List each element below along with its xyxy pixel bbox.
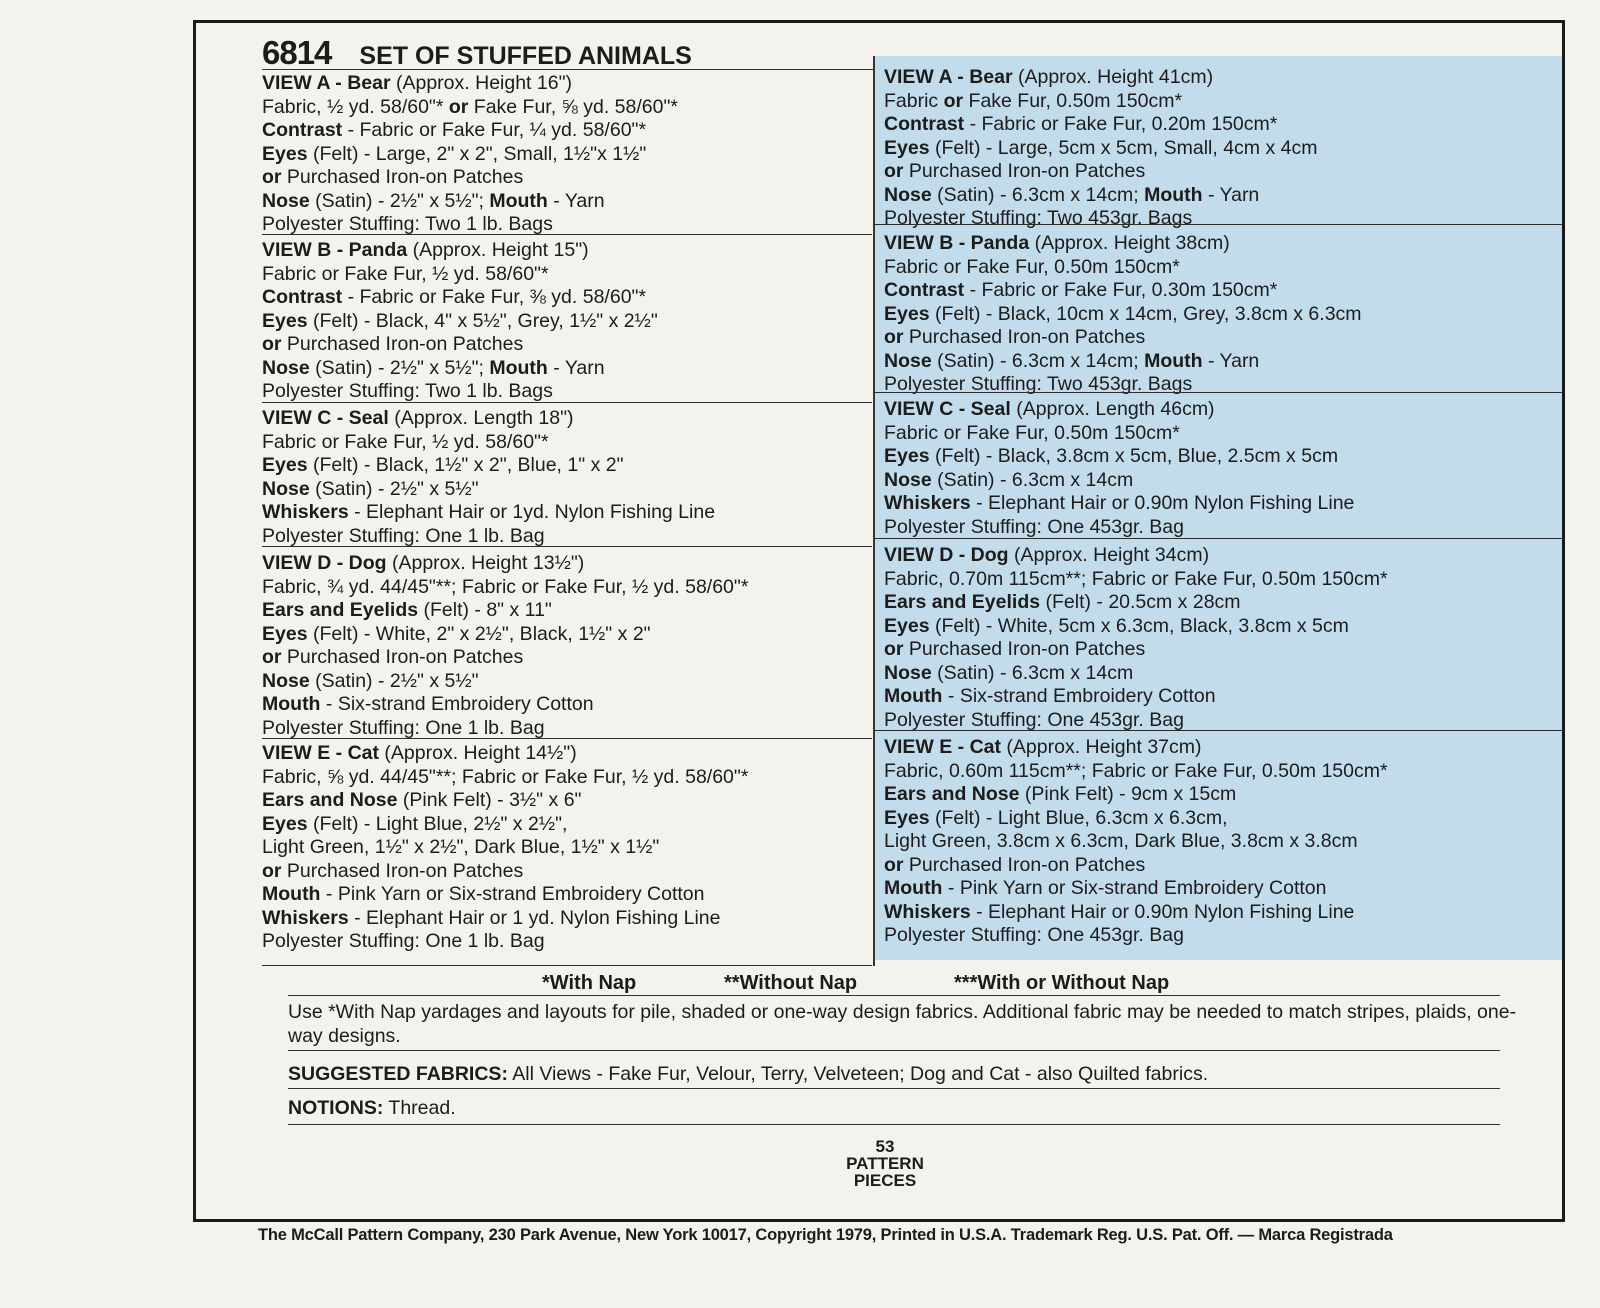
requirement-line bbox=[884, 709, 1542, 733]
line-text: Light Green, 1½" x 2½", Dark Blue, 1½" x 1½" bbox=[262, 836, 660, 858]
notions-label: NOTIONS: bbox=[288, 1097, 384, 1119]
bold-term: VIEW A - Bear bbox=[884, 66, 1013, 88]
requirement-line bbox=[884, 279, 1542, 303]
bold-term: Mouth bbox=[262, 883, 321, 905]
requirement-line bbox=[262, 525, 862, 549]
requirement-line bbox=[884, 807, 1542, 831]
line-text: Purchased Iron-on Patches bbox=[281, 646, 524, 668]
line-text: Fake Fur, 0.50m 150cm* bbox=[963, 89, 1183, 112]
fabrics-label: SUGGESTED FABRICS: bbox=[288, 1063, 508, 1085]
line-text: (Felt) - Large, 2" x 2", Small, 1½"x 1½" bbox=[307, 142, 647, 165]
metric-column bbox=[874, 56, 1562, 960]
requirement-line bbox=[262, 907, 862, 931]
bold-term: VIEW A - Bear bbox=[262, 72, 391, 94]
divider-rule bbox=[288, 1124, 1500, 1125]
requirement-line bbox=[262, 813, 862, 837]
view-block bbox=[884, 544, 1542, 732]
requirement-line bbox=[884, 422, 1542, 446]
requirement-line bbox=[262, 646, 862, 670]
line-text: Purchased Iron-on Patches bbox=[281, 859, 524, 882]
requirement-line bbox=[262, 576, 862, 600]
line-text: Polyester Stuffing: One 1 lb. Bag bbox=[262, 930, 545, 952]
bold-term: Whiskers bbox=[884, 900, 971, 923]
view-separator bbox=[262, 546, 872, 547]
line-text: (Satin) - 6.3cm x 14cm bbox=[931, 661, 1134, 684]
notions bbox=[288, 1096, 1528, 1120]
view-heading bbox=[884, 232, 1542, 256]
line-text: Light Green, 3.8cm x 6.3cm, Dark Blue, 3.8cm x 3.8cm bbox=[884, 830, 1358, 852]
view-separator bbox=[262, 234, 872, 235]
view-block bbox=[262, 552, 862, 740]
line-text: Polyester Stuffing: Two 453gr. Bags bbox=[884, 373, 1193, 395]
requirement-line bbox=[884, 207, 1542, 231]
either-nap-label: ***With or Without Nap bbox=[954, 972, 1170, 994]
requirement-line bbox=[884, 445, 1542, 469]
line-text: - Fabric or Fake Fur, 0.30m 150cm* bbox=[964, 279, 1278, 301]
bold-term: Mouth bbox=[489, 356, 548, 379]
requirement-line bbox=[262, 357, 862, 381]
line-text: (Approx. Height 14½") bbox=[379, 742, 577, 764]
view-heading bbox=[884, 398, 1542, 422]
view-block bbox=[262, 407, 862, 548]
view-separator bbox=[874, 224, 1562, 225]
requirement-line bbox=[884, 783, 1542, 807]
requirement-line bbox=[884, 830, 1542, 854]
view-separator bbox=[874, 730, 1562, 731]
line-text: - Yarn bbox=[547, 356, 605, 379]
requirement-line bbox=[262, 860, 862, 884]
line-text: Fake Fur, ⅝ yd. 58/60"* bbox=[468, 95, 678, 118]
requirement-line bbox=[884, 326, 1542, 350]
view-heading bbox=[262, 239, 862, 263]
fabrics-text: All Views - Fake Fur, Velour, Terry, Velveteen; Dog and Cat - also Quilted fabrics. bbox=[507, 1063, 1209, 1085]
line-text: Fabric, 0.70m 115cm**; Fabric or Fake Fur, 0.50m 150cm* bbox=[884, 567, 1388, 590]
requirement-line bbox=[884, 638, 1542, 662]
bold-term: or bbox=[262, 333, 282, 355]
requirement-line bbox=[262, 213, 862, 237]
view-separator bbox=[262, 402, 872, 403]
column-divider bbox=[873, 56, 875, 966]
line-text: (Satin) - 2½" x 5½" bbox=[309, 669, 479, 692]
line-text: (Felt) - Black, 3.8cm x 5cm, Blue, 2.5cm x 5cm bbox=[929, 445, 1339, 467]
bold-term: Nose bbox=[262, 189, 310, 212]
requirement-line bbox=[884, 469, 1542, 493]
line-text: - Pink Yarn or Six-strand Embroidery Cotton bbox=[942, 877, 1327, 899]
line-text: (Satin) - 2½" x 5½"; bbox=[309, 189, 490, 212]
requirement-line bbox=[262, 930, 862, 954]
line-text: (Pink Felt) - 3½" x 6" bbox=[397, 789, 582, 811]
view-block bbox=[884, 736, 1542, 948]
pieces-label-2: PIECES bbox=[853, 1171, 917, 1190]
line-text: (Satin) - 6.3cm x 14cm bbox=[931, 468, 1134, 491]
line-text: - Fabric or Fake Fur, 0.20m 150cm* bbox=[964, 113, 1278, 135]
requirement-line bbox=[262, 431, 862, 455]
line-text: Fabric, ¾ yd. 44/45"**; Fabric or Fake Fur, ½ yd. 58/60"* bbox=[262, 575, 749, 598]
requirement-line bbox=[884, 113, 1542, 137]
requirement-line bbox=[262, 190, 862, 214]
requirement-line bbox=[262, 119, 862, 143]
line-text: Purchased Iron-on Patches bbox=[903, 160, 1146, 182]
requirement-line bbox=[884, 760, 1542, 784]
line-text: (Felt) - White, 5cm x 6.3cm, Black, 3.8cm x 5cm bbox=[929, 614, 1349, 637]
view-block bbox=[884, 398, 1542, 539]
bold-term: Mouth bbox=[1144, 349, 1203, 372]
bold-term: Contrast bbox=[884, 279, 965, 301]
requirement-line bbox=[884, 160, 1542, 184]
requirement-line bbox=[262, 454, 862, 478]
line-text: Fabric or Fake Fur, ½ yd. 58/60"* bbox=[262, 430, 549, 453]
line-text: Purchased Iron-on Patches bbox=[903, 853, 1146, 876]
bold-term: Eyes bbox=[884, 136, 930, 159]
view-heading bbox=[262, 552, 862, 576]
bold-term: Nose bbox=[884, 468, 932, 491]
requirement-line bbox=[262, 478, 862, 502]
bold-term: Nose bbox=[884, 183, 932, 206]
line-text: Polyester Stuffing: Two 1 lb. Bags bbox=[262, 213, 553, 235]
bold-term: Ears and Nose bbox=[262, 789, 398, 811]
pieces-number: 53 bbox=[875, 1137, 895, 1156]
bold-term: Ears and Nose bbox=[884, 783, 1020, 805]
line-text: - Elephant Hair or 1 yd. Nylon Fishing Line bbox=[348, 906, 721, 929]
bold-term: Eyes bbox=[262, 622, 308, 645]
bold-term: Nose bbox=[262, 669, 310, 692]
line-text: Polyester Stuffing: One 453gr. Bag bbox=[884, 924, 1184, 946]
bold-term: VIEW D - Dog bbox=[884, 544, 1009, 566]
view-block bbox=[884, 66, 1542, 231]
line-text: (Satin) - 2½" x 5½"; bbox=[309, 356, 490, 379]
line-text: - Elephant Hair or 0.90m Nylon Fishing Line bbox=[970, 492, 1355, 514]
line-text: - Elephant Hair or 1yd. Nylon Fishing Line bbox=[348, 501, 716, 523]
requirement-line bbox=[884, 256, 1542, 280]
view-separator bbox=[262, 738, 872, 739]
requirement-line bbox=[262, 836, 862, 860]
bold-term: Mouth bbox=[884, 685, 943, 707]
divider-rule bbox=[288, 1088, 1500, 1089]
bold-term: or bbox=[884, 160, 904, 182]
divider-rule bbox=[288, 995, 1500, 996]
requirement-line bbox=[262, 693, 862, 717]
view-block bbox=[262, 72, 862, 237]
line-text: - Fabric or Fake Fur, ¼ yd. 58/60"* bbox=[342, 119, 647, 141]
requirement-line bbox=[884, 350, 1542, 374]
requirement-line bbox=[884, 662, 1542, 686]
line-text: (Felt) - Black, 10cm x 14cm, Grey, 3.8cm x 6.3cm bbox=[929, 302, 1362, 325]
line-text: Fabric bbox=[884, 89, 944, 112]
requirement-line bbox=[262, 789, 862, 813]
line-text: Purchased Iron-on Patches bbox=[281, 333, 524, 355]
bold-term: or bbox=[448, 95, 469, 118]
requirement-line bbox=[884, 615, 1542, 639]
requirement-line bbox=[884, 591, 1542, 615]
line-text: (Pink Felt) - 9cm x 15cm bbox=[1019, 783, 1237, 805]
bold-term: VIEW B - Panda bbox=[884, 232, 1030, 254]
bold-term: or bbox=[884, 853, 904, 876]
bold-term: Eyes bbox=[884, 806, 930, 829]
bold-term: or bbox=[262, 646, 282, 668]
bold-term: Mouth bbox=[1144, 183, 1203, 206]
bold-term: Contrast bbox=[262, 286, 343, 308]
line-text: (Felt) - Black, 1½" x 2", Blue, 1" x 2" bbox=[307, 454, 624, 476]
line-text: Fabric or Fake Fur, ½ yd. 58/60"* bbox=[262, 262, 549, 285]
bold-term: VIEW C - Seal bbox=[884, 398, 1011, 420]
copyright-footer: The McCall Pattern Company, 230 Park Avenue, New York 10017, Copyright 1979, Printed in U.S.A. Trademark Reg. U.S. Pat. Off. — Marca Registrada bbox=[258, 1226, 1393, 1244]
requirement-line bbox=[262, 623, 862, 647]
line-text: Polyester Stuffing: Two 1 lb. Bags bbox=[262, 380, 553, 402]
view-heading bbox=[884, 736, 1542, 760]
bold-term: or bbox=[262, 859, 282, 882]
view-heading bbox=[262, 72, 862, 96]
view-block bbox=[884, 232, 1542, 397]
bold-term: Nose bbox=[884, 661, 932, 684]
line-text: - Six-strand Embroidery Cotton bbox=[320, 693, 594, 715]
bold-term: Eyes bbox=[262, 812, 308, 835]
line-text: Polyester Stuffing: Two 453gr. Bags bbox=[884, 207, 1193, 229]
line-text: Fabric, ½ yd. 58/60"* bbox=[262, 95, 449, 118]
line-text: (Felt) - Light Blue, 2½" x 2½", bbox=[307, 812, 568, 835]
bold-term: Eyes bbox=[262, 309, 308, 332]
bold-term: Ears and Eyelids bbox=[262, 599, 419, 621]
bold-term: Mouth bbox=[489, 189, 548, 212]
line-text: Polyester Stuffing: One 1 lb. Bag bbox=[262, 524, 545, 547]
line-text: Polyester Stuffing: One 1 lb. Bag bbox=[262, 716, 545, 739]
line-text: (Approx. Height 41cm) bbox=[1012, 66, 1214, 88]
line-text: (Approx. Height 34cm) bbox=[1008, 544, 1210, 566]
pattern-pieces-count bbox=[820, 1138, 950, 1189]
bold-term: Whiskers bbox=[262, 906, 349, 929]
requirement-line bbox=[262, 166, 862, 190]
line-text: (Approx. Height 38cm) bbox=[1029, 232, 1230, 254]
bold-term: Nose bbox=[884, 349, 932, 372]
requirement-line bbox=[262, 263, 862, 287]
line-text: (Approx. Length 18") bbox=[388, 407, 574, 429]
requirement-line bbox=[262, 717, 862, 741]
view-separator bbox=[874, 538, 1562, 539]
requirement-line bbox=[884, 516, 1542, 540]
notions-text: Thread. bbox=[383, 1097, 456, 1119]
divider-rule bbox=[288, 1050, 1500, 1051]
bold-term: Eyes bbox=[884, 445, 930, 467]
bold-term: or bbox=[943, 89, 964, 112]
bold-term: Ears and Eyelids bbox=[884, 591, 1041, 613]
view-separator bbox=[874, 392, 1562, 393]
bold-term: or bbox=[262, 166, 282, 188]
requirement-line bbox=[262, 310, 862, 334]
requirement-line bbox=[262, 599, 862, 623]
line-text: (Approx. Height 13½") bbox=[386, 552, 585, 574]
line-text: (Approx. Height 37cm) bbox=[1001, 736, 1202, 758]
line-text: (Felt) - Light Blue, 6.3cm x 6.3cm, bbox=[929, 806, 1228, 829]
nap-legend bbox=[262, 968, 1472, 998]
requirement-line bbox=[262, 501, 862, 525]
bold-term: VIEW C - Seal bbox=[262, 407, 389, 429]
requirement-line bbox=[262, 333, 862, 357]
line-text: - Yarn bbox=[547, 189, 605, 212]
line-text: - Pink Yarn or Six-strand Embroidery Cotton bbox=[320, 883, 705, 905]
line-text: (Felt) - White, 2" x 2½", Black, 1½" x 2" bbox=[307, 622, 651, 645]
imperial-column bbox=[262, 70, 872, 970]
view-heading bbox=[884, 544, 1542, 568]
line-text: - Yarn bbox=[1202, 349, 1260, 372]
suggested-fabrics bbox=[288, 1062, 1528, 1086]
bold-term: Whiskers bbox=[884, 492, 971, 514]
requirement-line bbox=[262, 670, 862, 694]
view-block bbox=[262, 742, 862, 954]
requirement-line bbox=[262, 143, 862, 167]
view-separator bbox=[262, 965, 872, 966]
line-text: (Approx. Height 16") bbox=[390, 72, 573, 94]
view-heading bbox=[262, 742, 862, 766]
requirement-line bbox=[884, 90, 1542, 114]
requirement-line bbox=[884, 184, 1542, 208]
requirement-line bbox=[884, 924, 1542, 948]
bold-term: Nose bbox=[262, 477, 310, 500]
bold-term: Whiskers bbox=[262, 501, 349, 523]
view-block bbox=[262, 239, 862, 404]
line-text: Fabric, ⅝ yd. 44/45"**; Fabric or Fake Fur, ½ yd. 58/60"* bbox=[262, 765, 749, 788]
requirement-line bbox=[884, 303, 1542, 327]
line-text: - Fabric or Fake Fur, ⅜ yd. 58/60"* bbox=[342, 286, 647, 308]
line-text: Purchased Iron-on Patches bbox=[903, 326, 1146, 348]
line-text: (Felt) - 20.5cm x 28cm bbox=[1040, 591, 1241, 613]
line-text: (Satin) - 2½" x 5½" bbox=[309, 477, 479, 500]
bold-term: Contrast bbox=[262, 119, 343, 141]
bold-term: Eyes bbox=[262, 454, 308, 476]
line-text: Purchased Iron-on Patches bbox=[281, 166, 524, 188]
pieces-label-1: PATTERN bbox=[846, 1154, 924, 1173]
bold-term: Mouth bbox=[884, 877, 943, 899]
line-text: - Elephant Hair or 0.90m Nylon Fishing Line bbox=[970, 900, 1355, 923]
without-nap-label: **Without Nap bbox=[724, 972, 858, 994]
requirement-line bbox=[262, 766, 862, 790]
pattern-number: 6814 bbox=[262, 34, 332, 71]
bold-term: VIEW B - Panda bbox=[262, 239, 408, 261]
bold-term: Nose bbox=[262, 356, 310, 379]
line-text: - Six-strand Embroidery Cotton bbox=[942, 685, 1216, 707]
bold-term: Contrast bbox=[884, 113, 965, 135]
line-text: (Felt) - 8" x 11" bbox=[418, 599, 552, 621]
requirement-line bbox=[262, 286, 862, 310]
requirement-line bbox=[884, 901, 1542, 925]
requirement-line bbox=[884, 854, 1542, 878]
view-heading bbox=[884, 66, 1542, 90]
requirement-line bbox=[884, 568, 1542, 592]
line-text: (Approx. Height 15") bbox=[407, 239, 589, 261]
requirement-line bbox=[262, 96, 862, 120]
bold-term: VIEW D - Dog bbox=[262, 552, 387, 574]
bold-term: VIEW E - Cat bbox=[262, 742, 380, 764]
requirement-line bbox=[262, 883, 862, 907]
bold-term: Eyes bbox=[884, 614, 930, 637]
line-text: (Felt) - Black, 4" x 5½", Grey, 1½" x 2½" bbox=[307, 309, 658, 332]
line-text: - Yarn bbox=[1202, 183, 1260, 206]
requirement-line bbox=[884, 877, 1542, 901]
line-text: Fabric or Fake Fur, 0.50m 150cm* bbox=[884, 255, 1180, 278]
view-heading bbox=[262, 407, 862, 431]
line-text: Fabric or Fake Fur, 0.50m 150cm* bbox=[884, 421, 1180, 444]
requirement-line bbox=[884, 137, 1542, 161]
line-text: Polyester Stuffing: One 453gr. Bag bbox=[884, 708, 1184, 731]
bold-term: or bbox=[884, 638, 904, 660]
line-text: (Approx. Length 46cm) bbox=[1010, 398, 1215, 420]
requirement-line bbox=[884, 492, 1542, 516]
requirement-line bbox=[884, 685, 1542, 709]
line-text: Polyester Stuffing: One 453gr. Bag bbox=[884, 515, 1184, 538]
line-text: (Felt) - Large, 5cm x 5cm, Small, 4cm x 4cm bbox=[929, 136, 1318, 159]
line-text: Purchased Iron-on Patches bbox=[903, 638, 1146, 660]
requirement-line bbox=[262, 380, 862, 404]
bold-term: Mouth bbox=[262, 693, 321, 715]
line-text: (Satin) - 6.3cm x 14cm; bbox=[931, 183, 1145, 206]
with-nap-label: *With Nap bbox=[542, 972, 637, 994]
nap-note: Use *With Nap yardages and layouts for pile, shaded or one-way design fabrics. Additional fabric may be needed to match stripes, plaids, one-way designs. bbox=[288, 1001, 1517, 1047]
pattern-header bbox=[262, 34, 692, 74]
line-text: Fabric, 0.60m 115cm**; Fabric or Fake Fur, 0.50m 150cm* bbox=[884, 759, 1388, 782]
bold-term: Eyes bbox=[262, 142, 308, 165]
bold-term: or bbox=[884, 326, 904, 348]
line-text: (Satin) - 6.3cm x 14cm; bbox=[931, 349, 1145, 372]
bold-term: Eyes bbox=[884, 302, 930, 325]
bold-term: VIEW E - Cat bbox=[884, 736, 1002, 758]
pattern-title: SET OF STUFFED ANIMALS bbox=[359, 42, 692, 70]
